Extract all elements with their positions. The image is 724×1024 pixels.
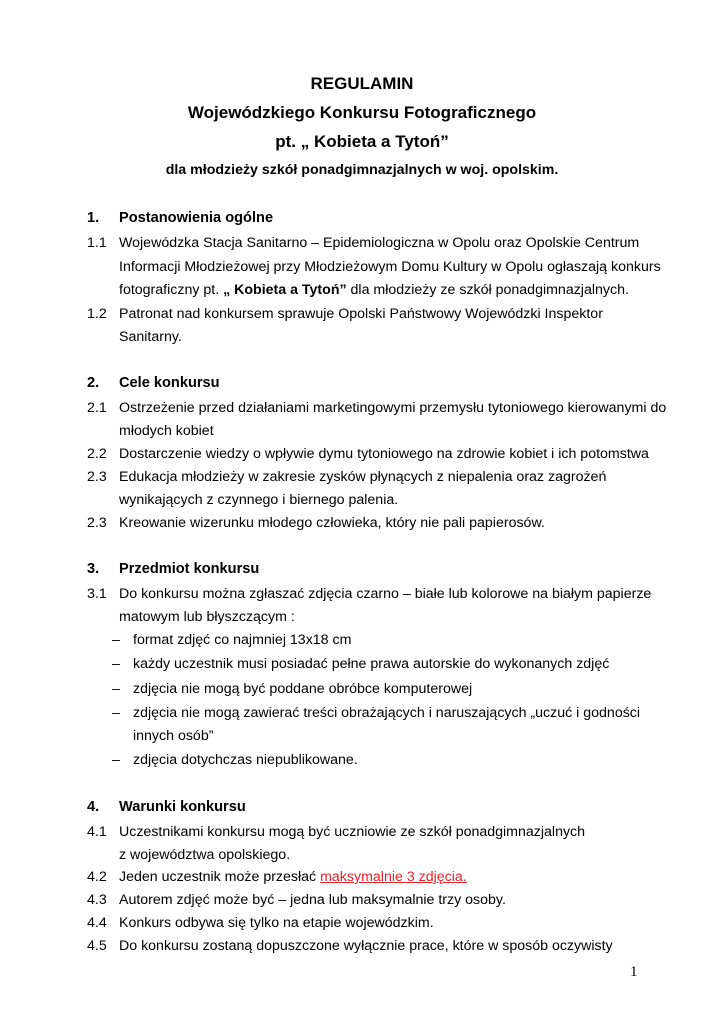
dash-bullet-icon: –	[112, 656, 120, 672]
dash-bullet-icon: –	[112, 705, 120, 721]
item-number: 4.1	[87, 824, 107, 840]
section-number: 3.	[87, 561, 100, 577]
item-text: wynikających z czynnego i biernego palenia.	[119, 492, 399, 508]
item-text: Do konkursu zostaną dopuszczone wyłącznie prace, które w sposób oczywisty	[119, 938, 613, 954]
text-run: dla młodzieży ze szkół ponadgimnazjalnych.	[346, 282, 629, 298]
item-text: matowym lub błyszczącym :	[119, 609, 295, 625]
item-text: Informacji Młodzieżowej przy Młodzieżowym Domu Kultury w Opolu ogłaszają konkurs	[119, 259, 661, 275]
bullet-text: format zdjęć co najmniej 13x18 cm	[133, 632, 352, 648]
section-title: Cele konkursu	[119, 375, 220, 391]
item-text: Edukacja młodzieży w zakresie zysków płynących z niepalenia oraz zagrożeń	[119, 469, 607, 485]
item-text: młodych kobiet	[119, 423, 214, 439]
item-number: 2.3	[87, 515, 107, 531]
text-run: Jeden uczestnik może przesłać	[119, 869, 321, 885]
item-text	[119, 869, 467, 886]
item-number: 2.2	[87, 446, 107, 462]
item-text: Kreowanie wizerunku młodego człowieka, który nie pali papierosów.	[119, 515, 545, 531]
item-text: Sanitarny.	[119, 329, 182, 345]
item-text: Uczestnikami konkursu mogą być uczniowie ze szkół ponadgimnazjalnych	[119, 824, 586, 840]
item-text	[119, 282, 629, 299]
item-number: 1.2	[87, 306, 107, 322]
bullet-text: innych osób”	[133, 728, 214, 744]
item-text: Do konkursu można zgłaszać zdjęcia czarno – białe lub kolorowe na białym papierze	[119, 586, 652, 602]
contest-name-inline: „ Kobieta a Tytoń”	[223, 282, 347, 298]
item-number: 4.5	[87, 938, 107, 954]
page-number: 1	[630, 964, 638, 980]
item-number: 4.4	[87, 915, 107, 931]
section-title: Postanowienia ogólne	[119, 210, 274, 226]
item-text: Autorem zdjęć może być – jedna lub maksymalnie trzy osoby.	[119, 892, 506, 908]
item-number: 4.2	[87, 869, 107, 885]
item-text: Konkurs odbywa się tylko na etapie wojewódzkim.	[119, 915, 434, 931]
bullet-text: każdy uczestnik musi posiadać pełne prawa autorskie do wykonanych zdjęć	[133, 656, 610, 672]
bullet-text: zdjęcia nie mogą być poddane obróbce komputerowej	[133, 681, 473, 697]
doc-title: REGULAMIN	[310, 74, 414, 93]
audience-line: dla młodzieży szkół ponadgimnazjalnych w woj. opolskim.	[165, 162, 559, 178]
item-text: Dostarczenie wiedzy o wpływie dymu tytoniowego na zdrowie kobiet i ich potomstwa	[119, 446, 649, 462]
item-text: Wojewódzka Stacja Sanitarno – Epidemiologiczna w Opolu oraz Opolskie Centrum	[119, 235, 640, 251]
item-text: Patronat nad konkursem sprawuje Opolski Państwowy Wojewódzki Inspektor	[119, 306, 603, 322]
doc-subtitle: Wojewódzkiego Konkursu Fotograficznego	[187, 103, 537, 122]
bullet-text: zdjęcia dotychczas niepublikowane.	[133, 752, 358, 768]
dash-bullet-icon: –	[112, 752, 120, 768]
text-run: fotograficzny pt.	[119, 282, 224, 298]
section-title: Warunki konkursu	[119, 799, 246, 815]
dash-bullet-icon: –	[112, 681, 120, 697]
section-number: 4.	[87, 799, 100, 815]
item-number: 4.3	[87, 892, 107, 908]
item-number: 2.1	[87, 400, 107, 416]
item-text: z województwa opolskiego.	[119, 847, 291, 863]
contest-name: pt. „ Kobieta a Tytoń”	[275, 132, 449, 151]
section-number: 1.	[87, 210, 100, 226]
item-number: 3.1	[87, 586, 107, 602]
section-number: 2.	[87, 375, 100, 391]
item-number: 2.3	[87, 469, 107, 485]
section-title: Przedmiot konkursu	[119, 561, 260, 577]
highlighted-limit: maksymalnie 3 zdjęcia.	[320, 869, 467, 885]
dash-bullet-icon: –	[112, 632, 120, 648]
bullet-text: zdjęcia nie mogą zawierać treści obrażających i naruszających „uczuć i godności	[133, 705, 641, 721]
item-text: Ostrzeżenie przed działaniami marketingowymi przemysłu tytoniowego kierowanymi do	[119, 400, 667, 416]
item-number: 1.1	[87, 235, 107, 251]
